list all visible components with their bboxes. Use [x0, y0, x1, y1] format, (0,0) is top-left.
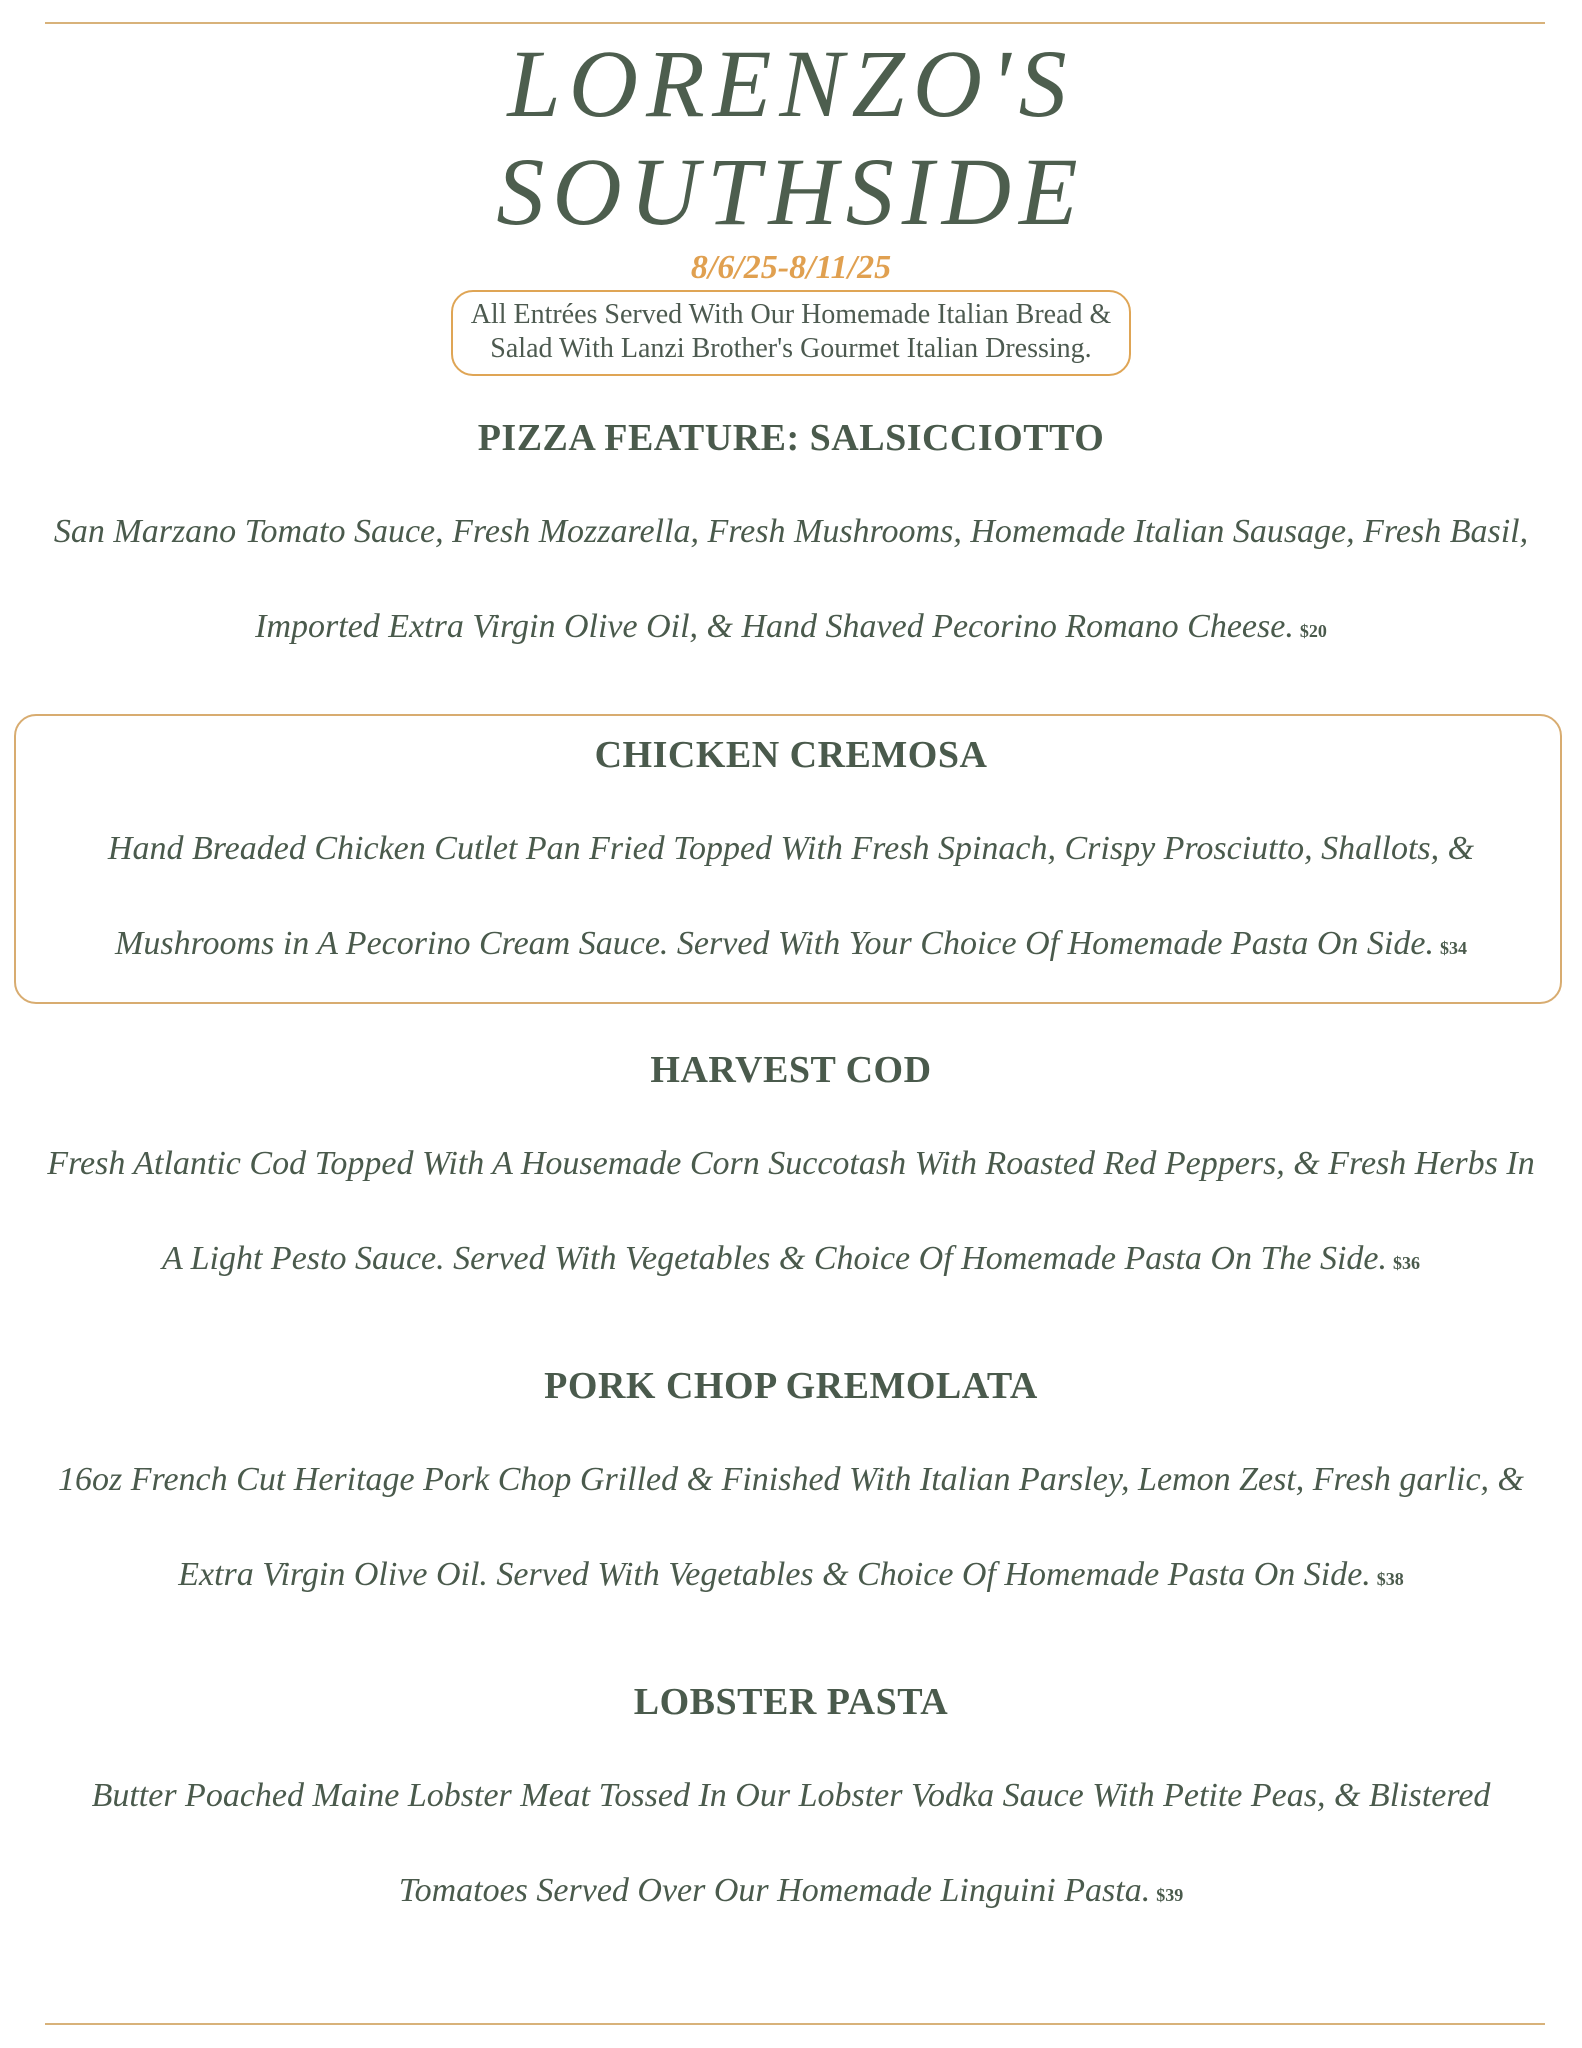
- item-title: LOBSTER PASTA: [633, 1681, 949, 1723]
- menu-dates: 8/6/25-8/11/25: [690, 249, 892, 286]
- menu-item-pizza-feature: [0, 416, 1582, 679]
- item-desc-line2: Tomatoes Served Over Our Homemade Linguini Pasta.: [398, 1872, 1151, 1909]
- entree-note-box: [451, 290, 1132, 376]
- item-price: $36: [1393, 1253, 1421, 1273]
- item-desc-line1: Fresh Atlantic Cod Topped With A Housemade Corn Succotash With Roasted Red Peppers, & Fresh Herbs In: [47, 1145, 1535, 1182]
- item-desc-line2: Mushrooms in A Pecorino Cream Sauce. Served With Your Choice Of Homemade Pasta On Side.: [115, 925, 1434, 962]
- item-description: [0, 801, 1582, 996]
- menu-item-lobster-pasta: [0, 1680, 1582, 1943]
- item-price: $34: [1439, 938, 1467, 958]
- item-desc-line2: Imported Extra Virgin Olive Oil, & Hand Shaved Pecorino Romano Cheese.: [255, 608, 1294, 645]
- menu-item-harvest-cod: [0, 1048, 1582, 1311]
- item-desc-line1: Butter Poached Maine Lobster Meat Tossed In Our Lobster Vodka Sauce With Petite Peas, & Blistered: [91, 1777, 1491, 1814]
- item-title: CHICKEN CREMOSA: [594, 734, 988, 776]
- item-title: HARVEST COD: [650, 1049, 932, 1091]
- item-title: PIZZA FEATURE: SALSICCIOTTO: [477, 417, 1105, 459]
- menu-item-chicken-cremosa: [0, 733, 1582, 996]
- item-title: PORK CHOP GREMOLATA: [544, 1365, 1038, 1407]
- item-desc-line1: 16oz French Cut Heritage Pork Chop Grilled & Finished With Italian Parsley, Lemon Zest, Fresh garlic, &: [58, 1461, 1524, 1498]
- menu-item-pork-chop-gremolata: [0, 1364, 1582, 1627]
- item-description: [0, 1116, 1582, 1311]
- restaurant-name-line2: SOUTHSIDE: [496, 138, 1086, 245]
- item-description: [0, 1748, 1582, 1943]
- item-desc-line2: A Light Pesto Sauce. Served With Vegetables & Choice Of Homemade Pasta On The Side.: [161, 1240, 1388, 1277]
- top-divider: [45, 22, 1545, 24]
- item-desc-line1: San Marzano Tomato Sauce, Fresh Mozzarella, Fresh Mushrooms, Homemade Italian Sausage, Fresh Basil,: [53, 513, 1529, 550]
- menu-header: [0, 30, 1582, 376]
- item-desc-line2: Extra Virgin Olive Oil. Served With Vegetables & Choice Of Homemade Pasta On Side.: [178, 1556, 1371, 1593]
- item-price: $39: [1156, 1885, 1184, 1905]
- item-price: $20: [1299, 621, 1327, 641]
- restaurant-name: [0, 30, 1582, 246]
- item-desc-line1: Hand Breaded Chicken Cutlet Pan Fried Topped With Fresh Spinach, Crispy Prosciutto, Shallots, &: [107, 830, 1475, 867]
- restaurant-name-line1: LORENZO'S: [507, 30, 1075, 137]
- entree-note-line2: Salad With Lanzi Brother's Gourmet Italian Dressing.: [490, 333, 1092, 364]
- entree-note-line1: All Entrées Served With Our Homemade Italian Bread &: [470, 299, 1112, 330]
- item-description: [0, 1432, 1582, 1627]
- item-price: $38: [1376, 1569, 1404, 1589]
- item-description: [0, 484, 1582, 679]
- bottom-divider: [45, 2023, 1545, 2025]
